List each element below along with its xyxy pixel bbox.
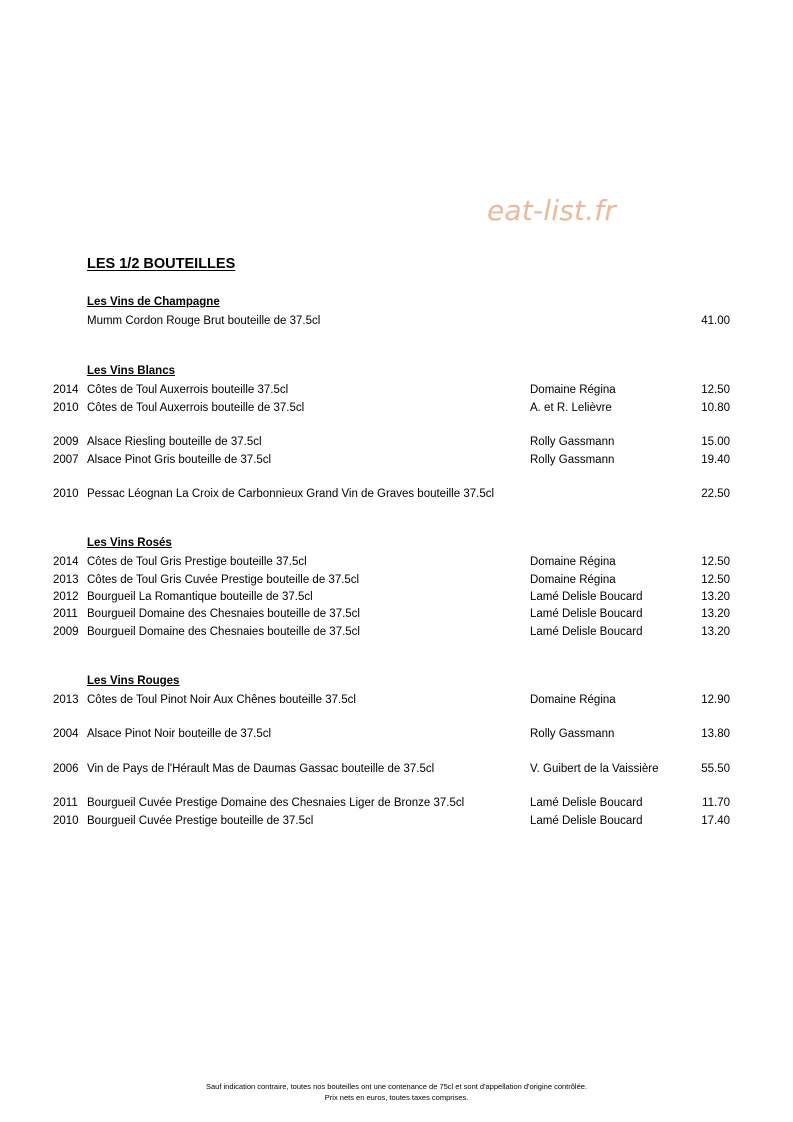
wine-year: 2012: [53, 591, 79, 603]
wine-name: Côtes de Toul Auxerrois bouteille 37.5cl: [87, 384, 289, 396]
wine-year: 2013: [53, 574, 79, 586]
wine-name: Bourgueil Domaine des Chesnaies bouteille de 37.5cl: [87, 626, 360, 638]
wine-row: [0, 434, 793, 450]
wine-year: 2010: [53, 402, 79, 414]
wine-price: 10.80: [701, 402, 730, 414]
wine-year: 2010: [53, 488, 79, 500]
wine-producer: Rolly Gassmann: [530, 728, 615, 740]
wine-name: Bourgueil La Romantique bouteille de 37.5cl: [87, 591, 313, 603]
wine-price: 17.40: [701, 815, 730, 827]
wine-name: Côtes de Toul Gris Cuvée Prestige bouteille de 37.5cl: [87, 574, 360, 586]
wine-row: [0, 795, 793, 811]
wine-name: Côtes de Toul Auxerrois bouteille de 37.5cl: [87, 402, 305, 414]
wine-row: [0, 382, 793, 398]
wine-year: 2006: [53, 763, 79, 775]
wine-price: 55.50: [701, 763, 730, 775]
wine-name: Alsace Riesling bouteille de 37.5cl: [87, 436, 262, 448]
wine-year: 2011: [53, 797, 78, 809]
wine-row: [0, 452, 793, 468]
wine-row: [0, 313, 793, 329]
section-title-champagne: Les Vins de Champagne: [87, 296, 220, 308]
wine-row: [0, 572, 793, 588]
footer-line-volume: Sauf indication contraire, toutes nos bouteilles ont une contenance de 75cl et sont d'appellation d'origine contrôlée.: [205, 1082, 588, 1091]
wine-price: 41.00: [701, 315, 730, 327]
wine-name: Bourgueil Cuvée Prestige Domaine des Chesnaies Liger de Bronze 37.5cl: [87, 797, 465, 809]
wine-price: 11.70: [702, 797, 730, 809]
wine-year: 2013: [53, 694, 79, 706]
wine-name: Côtes de Toul Pinot Noir Aux Chênes bouteille 37.5cl: [87, 694, 356, 706]
wine-price: 12.50: [701, 574, 730, 586]
wine-name: Alsace Pinot Noir bouteille de 37.5cl: [87, 728, 272, 740]
wine-price: 12.90: [701, 694, 730, 706]
wine-producer: Rolly Gassmann: [530, 436, 615, 448]
wine-price: 13.20: [701, 626, 730, 638]
footer-note: [0, 1081, 793, 1103]
wine-name: Bourgueil Domaine des Chesnaies bouteille de 37.5cl: [87, 608, 360, 620]
wine-producer: V. Guibert de la Vaissière: [530, 763, 659, 775]
wine-price: 13.20: [701, 591, 730, 603]
wine-year: 2004: [53, 728, 79, 740]
wine-name: Alsace Pinot Gris bouteille de 37.5cl: [87, 454, 272, 466]
wine-producer: Lamé Delisle Boucard: [530, 797, 643, 809]
wine-name: Côtes de Toul Gris Prestige bouteille 37.5cl: [87, 556, 307, 568]
wine-producer: Domaine Régina: [530, 384, 616, 396]
wine-year: 2011: [53, 608, 78, 620]
wine-row: [0, 400, 793, 416]
wine-producer: Domaine Régina: [530, 574, 616, 586]
wine-year: 2007: [53, 454, 79, 466]
wine-producer: Domaine Régina: [530, 694, 616, 706]
wine-row: [0, 606, 793, 622]
watermark-logo: eat-list.fr: [487, 194, 617, 227]
wine-producer: Lamé Delisle Boucard: [530, 626, 643, 638]
wine-year: 2010: [53, 815, 79, 827]
wine-price: 22.50: [701, 488, 730, 500]
wine-year: 2014: [53, 556, 79, 568]
wine-row: [0, 761, 793, 777]
wine-producer: A. et R. Lelièvre: [530, 402, 612, 414]
section-title-rouges: Les Vins Rouges: [87, 675, 180, 687]
wine-price: 13.20: [701, 608, 730, 620]
wine-row: [0, 726, 793, 742]
wine-year: 2014: [53, 384, 79, 396]
wine-price: 13.80: [701, 728, 730, 740]
wine-producer: Lamé Delisle Boucard: [530, 608, 643, 620]
wine-year: 2009: [53, 626, 79, 638]
wine-producer: Domaine Régina: [530, 556, 616, 568]
wine-name: Mumm Cordon Rouge Brut bouteille de 37.5cl: [87, 315, 321, 327]
wine-row: [0, 692, 793, 708]
wine-row: [0, 486, 793, 502]
wine-row: [0, 813, 793, 829]
footer-line-prices: Prix nets en euros, toutes taxes comprises.: [324, 1093, 469, 1102]
wine-price: 15.00: [701, 436, 730, 448]
wine-name: Pessac Léognan La Croix de Carbonnieux Grand Vin de Graves bouteille 37.5cl: [87, 488, 495, 500]
wine-price: 19.40: [701, 454, 730, 466]
wine-name: Bourgueil Cuvée Prestige bouteille de 37.5cl: [87, 815, 314, 827]
wine-row: [0, 624, 793, 640]
wine-name: Vin de Pays de l'Hérault Mas de Daumas Gassac bouteille de 37.5cl: [87, 763, 435, 775]
section-title-roses: Les Vins Rosés: [87, 537, 172, 549]
wine-price: 12.50: [701, 384, 730, 396]
wine-producer: Lamé Delisle Boucard: [530, 591, 643, 603]
wine-price: 12.50: [701, 556, 730, 568]
wine-producer: Lamé Delisle Boucard: [530, 815, 643, 827]
wine-row: [0, 589, 793, 605]
wine-producer: Rolly Gassmann: [530, 454, 615, 466]
wine-row: [0, 554, 793, 570]
page-title: LES 1/2 BOUTEILLES: [87, 256, 236, 272]
wine-year: 2009: [53, 436, 79, 448]
section-title-blancs: Les Vins Blancs: [87, 365, 175, 377]
